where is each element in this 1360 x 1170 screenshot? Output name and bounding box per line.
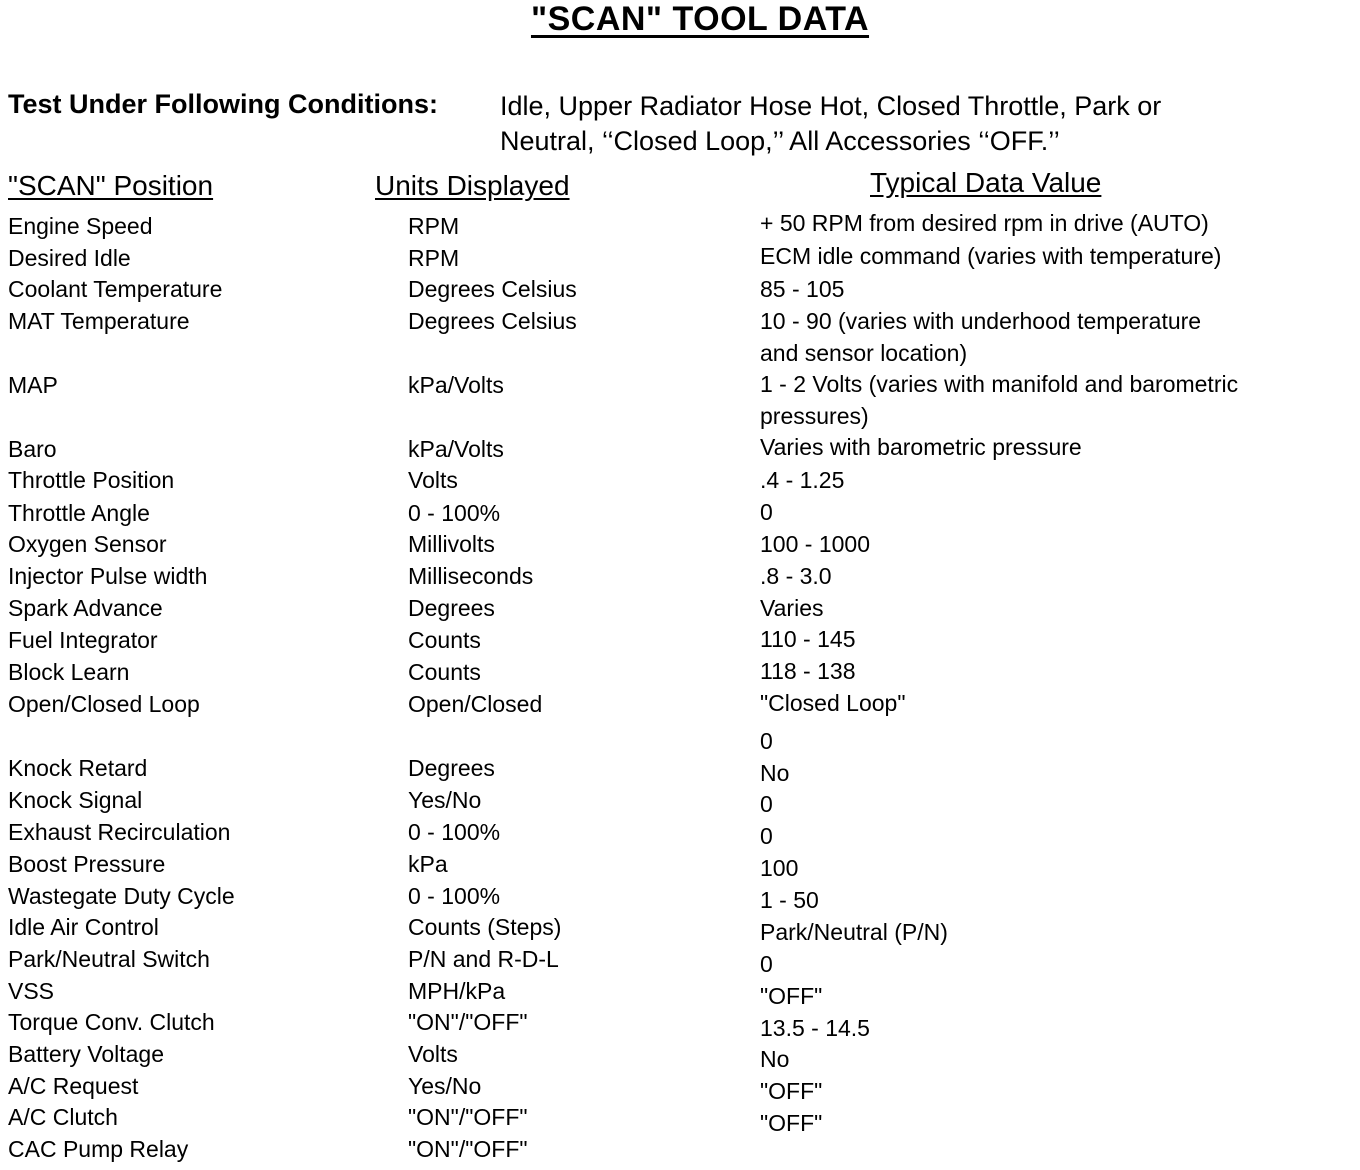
- units-displayed-cell: kPa/Volts: [408, 436, 504, 462]
- typical-value-cell: 110 - 145: [760, 626, 856, 652]
- scan-position-cell: Engine Speed: [8, 213, 153, 239]
- scan-position-cell: A/C Request: [8, 1073, 139, 1099]
- scan-position-cell: MAP: [8, 372, 58, 398]
- units-displayed-cell: Degrees Celsius: [408, 276, 577, 302]
- typical-value-cell: 0: [760, 823, 773, 849]
- typical-value-cell: 0: [760, 791, 773, 817]
- conditions-label: Test Under Following Conditions:: [8, 89, 438, 119]
- scan-position-cell: Wastegate Duty Cycle: [8, 883, 235, 909]
- typical-value-cell: 0: [760, 728, 773, 754]
- typical-value-cell: 0: [760, 951, 773, 977]
- units-displayed-cell: kPa/Volts: [408, 372, 504, 398]
- units-displayed-cell: 0 - 100%: [408, 883, 501, 909]
- units-displayed-cell: Volts: [408, 467, 458, 493]
- scan-position-cell: Knock Retard: [8, 755, 148, 781]
- units-displayed-cell: kPa: [408, 851, 448, 877]
- typical-value-cell: 1 - 2 Volts (varies with manifold and barometric pressures): [760, 371, 1239, 429]
- typical-value-cell: "OFF": [760, 1110, 823, 1136]
- scan-position-cell: Open/Closed Loop: [8, 691, 200, 717]
- scan-position-cell: Torque Conv. Clutch: [8, 1009, 215, 1035]
- units-displayed-cell: 0 - 100%: [408, 500, 501, 526]
- units-displayed-cell: Counts: [408, 627, 481, 653]
- typical-value-cell: "Closed Loop": [760, 690, 906, 716]
- typical-value-cell: 100: [760, 855, 799, 881]
- units-displayed-cell: Milliseconds: [408, 563, 534, 589]
- typical-value-cell: 100 - 1000: [760, 531, 870, 557]
- units-displayed-cell: Degrees: [408, 755, 495, 781]
- units-displayed-cell: "ON"/"OFF": [408, 1136, 528, 1162]
- typical-value-cell: Varies: [760, 595, 824, 621]
- typical-value-cell: 0: [760, 499, 773, 525]
- header-scan-position: "SCAN" Position: [8, 170, 214, 201]
- typical-value-cell: .8 - 3.0: [760, 563, 832, 589]
- typical-value-cell: + 50 RPM from desired rpm in drive (AUTO): [760, 210, 1209, 236]
- typical-value-cell: Varies with barometric pressure: [760, 434, 1082, 460]
- units-displayed-cell: Counts (Steps): [408, 914, 562, 940]
- typical-value-cell: 13.5 - 14.5: [760, 1015, 870, 1041]
- units-displayed-cell: Degrees Celsius: [408, 308, 577, 334]
- units-displayed-cell: Counts: [408, 659, 481, 685]
- typical-value-cell: No: [760, 1046, 790, 1072]
- header-units-displayed: Units Displayed: [375, 170, 570, 201]
- units-displayed-cell: Millivolts: [408, 531, 495, 557]
- units-displayed-cell: Yes/No: [408, 1073, 482, 1099]
- scan-position-cell: Battery Voltage: [8, 1041, 164, 1067]
- scan-position-cell: Desired Idle: [8, 245, 131, 271]
- units-displayed-cell: P/N and R-D-L: [408, 946, 559, 972]
- units-displayed-cell: Volts: [408, 1041, 458, 1067]
- scan-position-cell: Knock Signal: [8, 787, 143, 813]
- conditions-text: Idle, Upper Radiator Hose Hot, Closed Throttle, Park or Neutral, ‘‘Closed Loop,’’ All Accessories ‘‘OFF.’’: [500, 91, 1162, 156]
- scan-position-cell: Coolant Temperature: [8, 276, 223, 302]
- units-displayed-cell: "ON"/"OFF": [408, 1104, 528, 1130]
- page-title: "SCAN" TOOL DATA: [530, 0, 870, 38]
- units-displayed-cell: RPM: [408, 213, 460, 239]
- scan-position-cell: VSS: [8, 978, 55, 1004]
- typical-value-cell: 1 - 50: [760, 887, 819, 913]
- typical-value-cell: 118 - 138: [760, 658, 856, 684]
- typical-value-cell: "OFF": [760, 1078, 823, 1104]
- units-displayed-cell: Degrees: [408, 595, 495, 621]
- scan-position-cell: MAT Temperature: [8, 308, 190, 334]
- typical-value-cell: ECM idle command (varies with temperature): [760, 243, 1222, 269]
- units-displayed-cell: "ON"/"OFF": [408, 1009, 528, 1035]
- typical-value-cell: 85 - 105: [760, 276, 845, 302]
- typical-value-cell: .4 - 1.25: [760, 467, 845, 493]
- scan-position-cell: Boost Pressure: [8, 851, 166, 877]
- typical-value-cell: Park/Neutral (P/N): [760, 919, 948, 945]
- scan-position-cell: Fuel Integrator: [8, 627, 158, 653]
- scan-position-cell: Baro: [8, 436, 57, 462]
- scan-position-cell: Park/Neutral Switch: [8, 946, 210, 972]
- scan-position-cell: Block Learn: [8, 659, 130, 685]
- scan-position-cell: Spark Advance: [8, 595, 163, 621]
- scan-position-cell: Idle Air Control: [8, 914, 159, 940]
- units-displayed-cell: MPH/kPa: [408, 978, 506, 1004]
- scan-position-cell: A/C Clutch: [8, 1104, 118, 1130]
- units-displayed-cell: RPM: [408, 245, 460, 271]
- units-displayed-cell: Yes/No: [408, 787, 482, 813]
- scan-position-cell: Oxygen Sensor: [8, 531, 167, 557]
- scan-position-cell: Throttle Position: [8, 467, 175, 493]
- units-displayed-cell: Open/Closed: [408, 691, 543, 717]
- typical-value-cell: "OFF": [760, 983, 823, 1009]
- scan-position-cell: CAC Pump Relay: [8, 1136, 189, 1162]
- scan-position-cell: Exhaust Recirculation: [8, 819, 231, 845]
- scan-position-cell: Injector Pulse width: [8, 563, 208, 589]
- units-displayed-cell: 0 - 100%: [408, 819, 501, 845]
- header-typical-data-value: Typical Data Value: [870, 167, 1102, 198]
- typical-value-cell: No: [760, 760, 790, 786]
- scan-position-cell: Throttle Angle: [8, 500, 150, 526]
- typical-value-cell: 10 - 90 (varies with underhood temperature and sensor location): [760, 308, 1202, 366]
